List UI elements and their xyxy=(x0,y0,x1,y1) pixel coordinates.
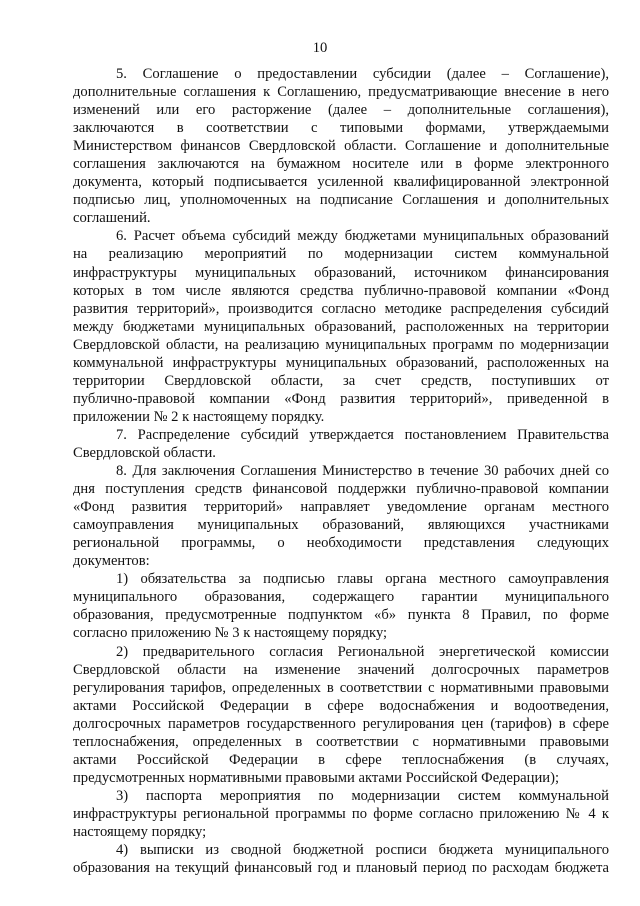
paragraph-line: 2) предварительного согласия Региональной энергетической комиссии xyxy=(116,643,609,660)
paragraph-line: актами Российской Федерации в сфере теплоснабжения (в случаях, xyxy=(73,751,609,768)
paragraph-line: образования, предусмотренные подпунктом «б» пункта 8 Правил, по форме xyxy=(73,607,609,624)
paragraph-line: настоящему порядку; xyxy=(73,823,207,840)
paragraph-line: региональной программы, о необходимости представления следующих xyxy=(73,535,609,552)
paragraph-line: 1) обязательства за подписью главы органа местного самоуправления xyxy=(116,571,609,588)
paragraph-line: 8. Для заключения Соглашения Министерство в течение 30 рабочих дней со xyxy=(116,463,609,480)
paragraph-line: 4) выписки из сводной бюджетной росписи бюджета муниципального xyxy=(116,842,609,859)
paragraph-line: «Фонд развития территорий» направляет уведомление органам местного xyxy=(73,499,609,516)
paragraph-line: территории Свердловской области, за счет средств, поступивших от xyxy=(73,372,609,389)
paragraph-sub-2 xyxy=(73,643,609,787)
paragraph-line: Свердловской области на изменение значений долгосрочных параметров xyxy=(73,661,609,678)
paragraph-item-8 xyxy=(73,462,609,570)
paragraph-line: соглашений. xyxy=(73,210,151,227)
paragraph-line: публично-правовой компании «Фонд развития территорий», приведенной в xyxy=(73,390,609,407)
paragraph-line: на реализацию мероприятий по модернизации систем коммунальной xyxy=(73,246,609,263)
paragraph-line: изменений или его расторжение (далее – дополнительные соглашения), xyxy=(73,102,609,119)
paragraph-line: 3) паспорта мероприятия по модернизации систем коммунальной xyxy=(116,787,609,804)
paragraph-line: заключаются в соответствии с типовыми формами, утверждаемыми xyxy=(73,120,609,137)
paragraph-sub-4 xyxy=(73,841,609,877)
paragraph-sub-1 xyxy=(73,570,609,642)
paragraph-line: которых в том числе являются средства публично-правовой компании «Фонд xyxy=(73,282,609,299)
paragraph-line: актами Российской Федерации в сфере водоснабжения и водоотведения, xyxy=(73,697,609,714)
paragraph-line: 7. Распределение субсидий утверждается постановлением Правительства xyxy=(116,426,609,443)
paragraph-line: 5. Соглашение о предоставлении субсидии (далее – Соглашение), xyxy=(116,66,609,82)
paragraph-line: дня поступления средств финансовой поддержки публично-правовой компании xyxy=(73,481,609,498)
paragraph-line: 6. Расчет объема субсидий между бюджетами муниципальных образований xyxy=(116,228,609,245)
paragraph-line: между бюджетами муниципальных образований, расположенных на территории xyxy=(73,318,609,335)
paragraph-sub-3 xyxy=(73,787,609,841)
paragraph-line: дополнительные соглашения к Соглашению, предусматривающие внесение в него xyxy=(73,84,609,101)
paragraph-line: Свердловской области. xyxy=(73,444,216,461)
document-body xyxy=(73,65,609,877)
paragraph-line: образования на текущий финансовый год и плановый период по расходам бюджета xyxy=(73,860,609,877)
paragraph-line: документа, который подписывается усиленной квалифицированной электронной xyxy=(73,174,609,191)
paragraph-line: долгосрочных параметров государственного регулирования цен (тарифов) в сфере xyxy=(73,715,609,732)
paragraph-line: соглашения заключаются на бумажном носителе или в форме электронного xyxy=(73,156,609,173)
paragraph-line: самоуправления муниципальных образований, являющихся участниками xyxy=(73,517,609,534)
paragraph-line: подписью лиц, уполномоченных на подписание Соглашения и дополнительных xyxy=(73,192,609,209)
paragraph-item-6 xyxy=(73,227,609,426)
paragraph-line: согласно приложению № 3 к настоящему порядку; xyxy=(73,625,388,642)
paragraph-line: муниципального образования, содержащего гарантии муниципального xyxy=(73,589,609,606)
paragraph-line: предусмотренных нормативными правовыми актами Российской Федерации); xyxy=(73,769,560,786)
paragraph-item-5 xyxy=(73,65,609,227)
paragraph-item-7 xyxy=(73,426,609,462)
page-number: 10 xyxy=(312,40,328,56)
paragraph-line: коммунальной инфраструктуры муниципальных образований, расположенных на xyxy=(73,354,609,371)
paragraph-line: инфраструктуры региональной программы по форме согласно приложению № 4 к xyxy=(73,805,609,822)
paragraph-line: инфраструктуры муниципальных образований, источником финансирования xyxy=(73,264,609,281)
paragraph-line: приложении № 2 к настоящему порядку. xyxy=(73,408,325,425)
paragraph-line: развития территорий», производится согласно методике распределения субсидий xyxy=(73,300,609,317)
paragraph-line: Министерством финансов Свердловской области. Соглашение и дополнительные xyxy=(73,138,609,155)
paragraph-line: теплоснабжения, определенных в соответствии с нормативными правовыми xyxy=(73,733,609,750)
paragraph-line: Свердловской области, на реализацию муниципальных программ по модернизации xyxy=(73,336,609,353)
paragraph-line: документов: xyxy=(73,553,150,570)
paragraph-line: регулирования тарифов, определенных в соответствии с нормативными правовыми xyxy=(73,679,609,696)
